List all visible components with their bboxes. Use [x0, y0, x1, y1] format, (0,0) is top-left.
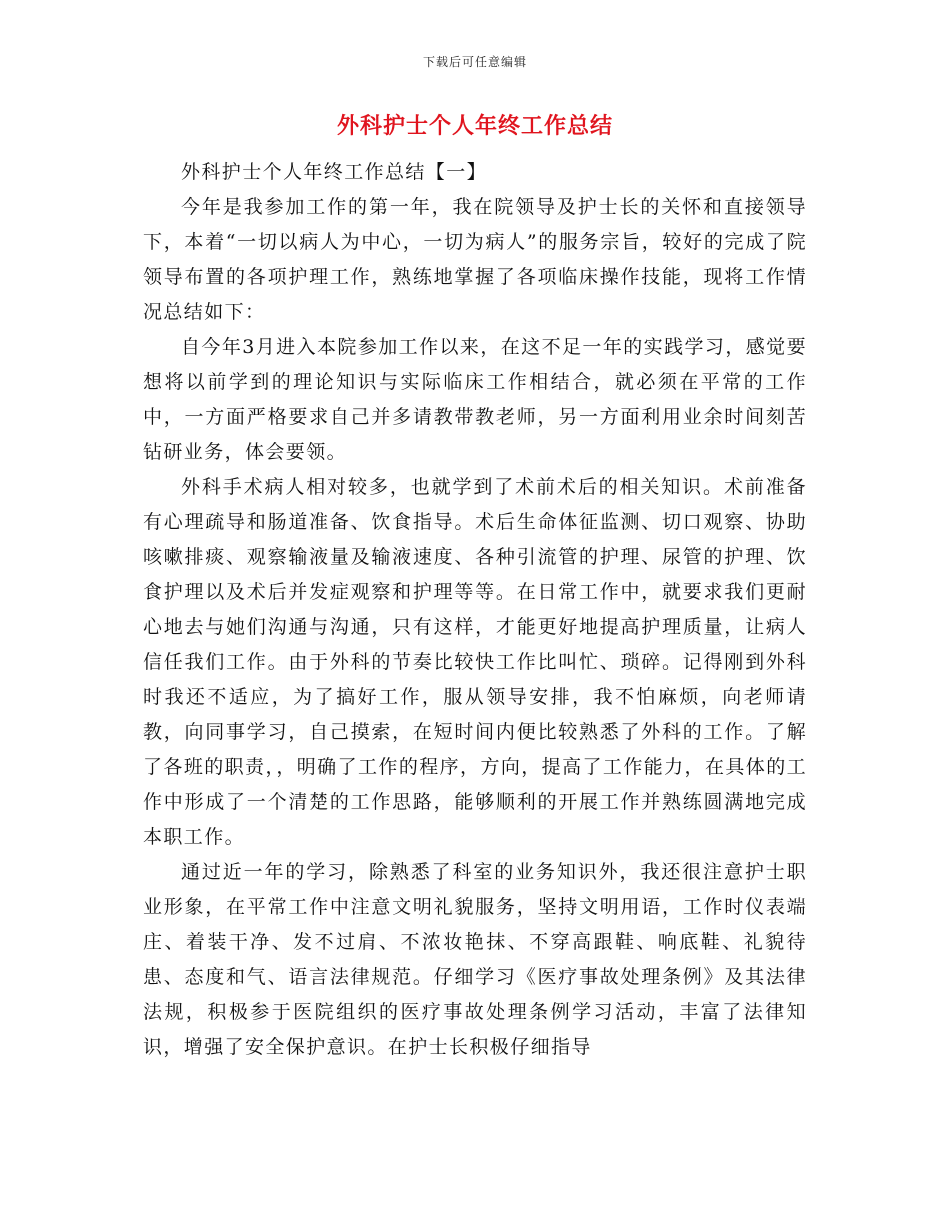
section-heading: 外科护士个人年终工作总结【一】	[181, 161, 488, 183]
body-paragraph: 外科手术病人相对较多，也就学到了术前术后的相关知识。术前准备有心理疏导和肠道准备、饮食指导。术后生命体征监测、切口观察、协助咳嗽排痰、观察输液量及输液速度、各种引流管的护理、尿管的护理、饮食护理以及术后并发症观察和护理等等。在日常工作中，就要求我们更耐心地去与她们沟通与沟通，只有这样，才能更好地提高护理质量，让病人信任我们工作。由于外科的节奏比较快工作比叫忙、琐碎。记得刚到外科时我还不适应，为了搞好工作，服从领导安排，我不怕麻烦，向老师请教，向同事学习，自己摸索，在短时间内便比较熟悉了外科的工作。了解了各班的职责，，明确了工作的程序，方向，提高了工作能力，在具体的工作中形成了一个清楚的工作思路，能够顺利的开展工作并熟练圆满地完成本职工作。	[143, 476, 807, 848]
body-paragraph: 自今年3月进入本院参加工作以来，在这不足一年的实践学习，感觉要想将以前学到的理论知识与实际临床工作相结合，就必须在平常的工作中，一方面严格要求自己并多请教带教老师，另一方面利用业余时间刻苦钻研业务，体会要领。	[143, 336, 807, 463]
document-title: 外科护士个人年终工作总结	[336, 114, 613, 139]
header-note: 下载后可任意编辑	[422, 55, 527, 69]
document-body	[143, 155, 807, 1065]
body-paragraph: 今年是我参加工作的第一年，我在院领导及护士长的关怀和直接领导下，本着“一切以病人为中心，一切为病人”的服务宗旨，较好的完成了院领导布置的各项护理工作，熟练地掌握了各项临床操作技能，现将工作情况总结如下：	[143, 196, 807, 323]
body-paragraph: 通过近一年的学习，除熟悉了科室的业务知识外，我还很注意护士职业形象，在平常工作中注意文明礼貌服务，坚持文明用语，工作时仪表端庄、着装干净、发不过肩、不浓妆艳抹、不穿高跟鞋、响底鞋、礼貌待患、态度和气、语言法律规范。仔细学习《医疗事故处理条例》及其法律法规，积极参于医院组织的医疗事故处理条例学习活动，丰富了法律知识，增强了安全保护意识。在护士长积极仔细指导	[143, 861, 807, 1058]
